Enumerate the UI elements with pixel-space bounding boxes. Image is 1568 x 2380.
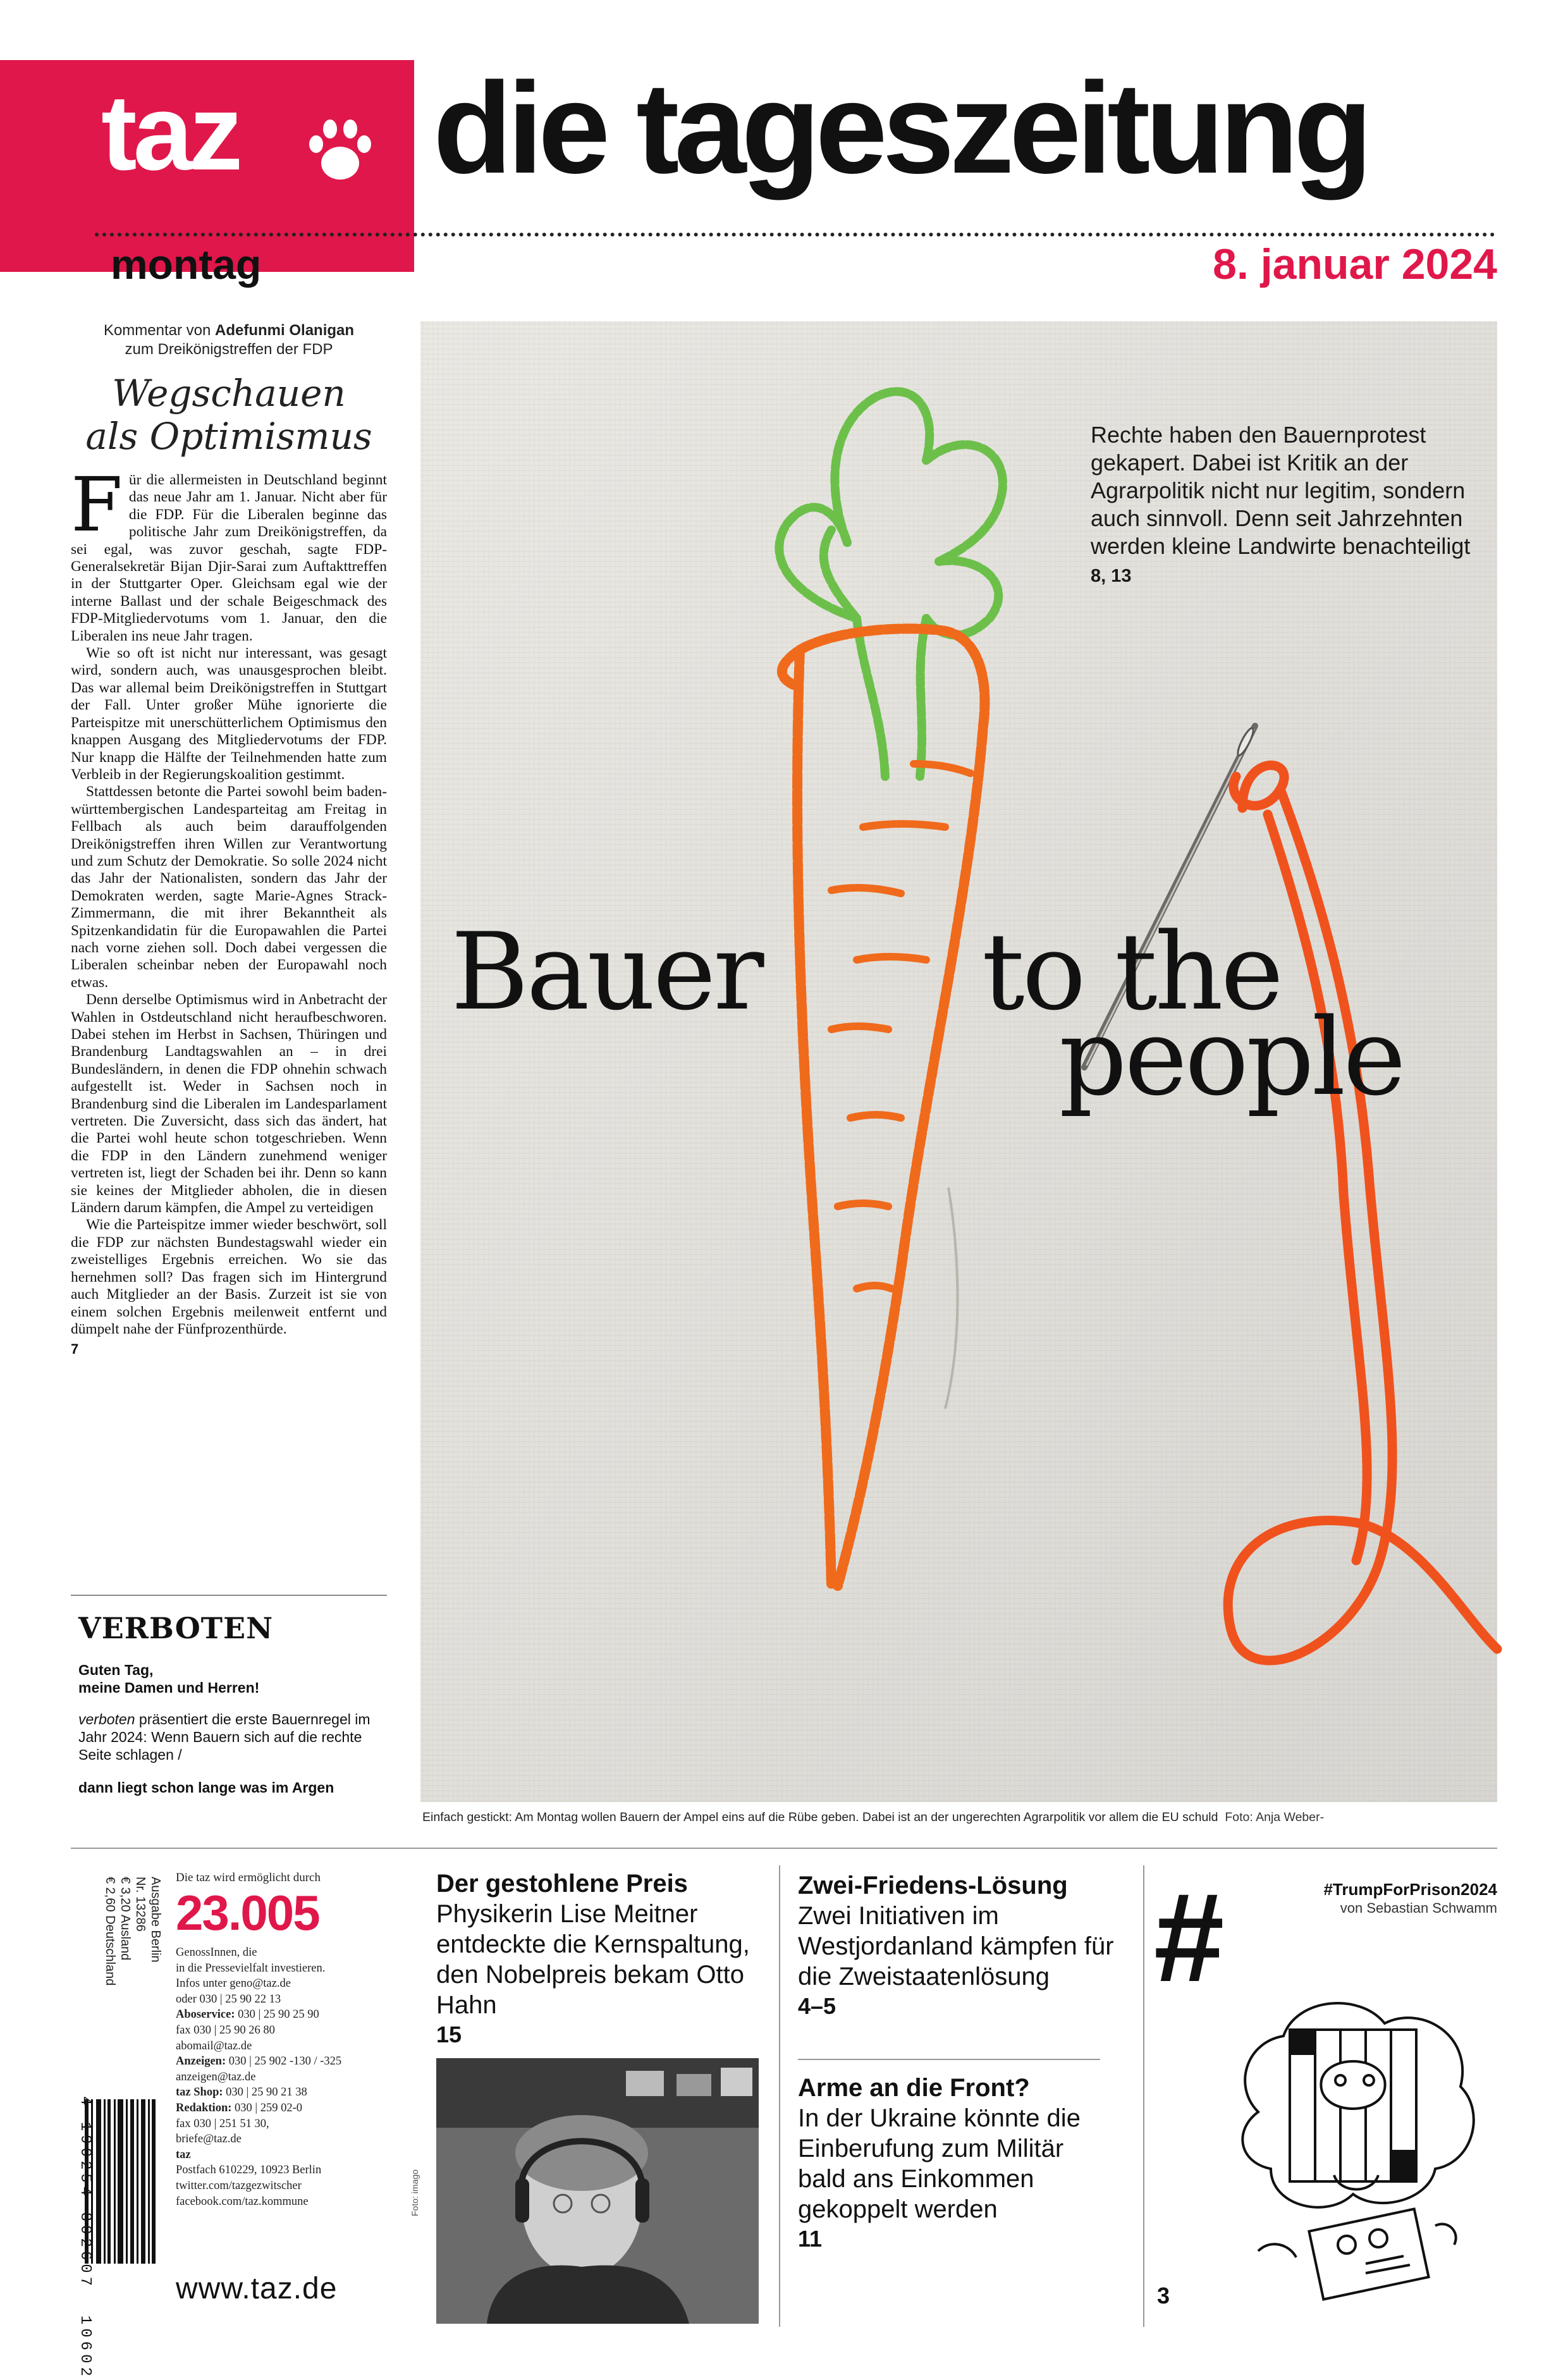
meitner-photo[interactable]	[436, 2058, 759, 2324]
issue-number: Nr. 13286	[133, 1877, 147, 1932]
support-intro: Die taz wird ermöglicht durch	[176, 1871, 321, 1884]
contact-label: Redaktion:	[176, 2101, 232, 2114]
price-abroad: € 3,20 Ausland	[118, 1877, 132, 1961]
contact-email[interactable]: abomail@taz.de	[176, 2039, 252, 2052]
masthead-divider	[95, 233, 1495, 236]
issue-date: 8. januar 2024	[1213, 240, 1497, 288]
paragraph	[71, 461, 387, 645]
paragraph: Wie die Parteispitze immer wieder beschwört, soll die FDP zur nächsten Bundestagswahl wieder ein zweistelliges Ergebnis erreichen. Wo sie das hernehmen soll? Das fragen sich im Hintergrund auch Mitglieder an der Basis. Zurzeit ist sie von einem solchen Ergebnis meilenweit entfernt und dümpelt nahe der Fünfprozenthürde.	[71, 1217, 387, 1337]
footer-column-divider	[1143, 1865, 1144, 2327]
commentary-column	[71, 321, 387, 1358]
cover-teaser-ref: 8, 13	[1091, 566, 1132, 586]
contact-label: Anzeigen:	[176, 2055, 226, 2068]
meitner-portrait	[436, 2058, 759, 2324]
verboten-greeting	[78, 1661, 388, 1696]
contact-line	[176, 2054, 378, 2070]
teaser-page-ref: 15	[436, 2021, 462, 2047]
edition: Ausgabe Berlin	[149, 1877, 162, 1963]
trump-page-ref[interactable]: 3	[1157, 2283, 1170, 2309]
paragraph: Stattdessen betonte die Partei sowohl beim baden-württembergischen Landesparteitag am Freitag in Fellbach als auch beim darauffolgenden Dreikönigstreffen ihren Willen zur Verantwortung und zum Schutz der Demokratie. So solle 2024 nicht das Jahr der Nationalisten, sondern das Jahr der Demokraten werden, sagte Marie-Agnes Strack-Zimmermann, die mit ihrer Bekanntheit als Spitzenkandidatin für die Europawahlen die Partei nach vorne ziehen soll. Doch dabei vergessen die Liberalen scheinbar neben der Europawahl noch etwas.	[71, 783, 387, 991]
teaser-body: Zwei Initiativen im Westjordanland kämpfen für die Zweistaatenlösung	[798, 1902, 1114, 1990]
cover-title-right-1: to the	[982, 910, 1282, 1034]
verboten-box	[78, 1609, 388, 1796]
newspaper-title: die tageszeitung	[433, 56, 1368, 200]
cover-teaser[interactable]	[1091, 421, 1483, 588]
contact-line: oder 030 | 25 90 22 13	[176, 1992, 281, 2006]
contact-label: taz	[176, 2148, 191, 2161]
teaser-headline: Der gestohlene Preis	[436, 1870, 688, 1898]
trump-hashtag[interactable]: #TrumpForPrison2024	[1323, 1880, 1497, 1899]
paragraph-text: ür die allermeisten in Deutschland beginnt das neue Jahr am 1. Januar. Nicht aber für die FDP. Für die Liberalen beginne das politische Jahr zum Dreikönigstreffen, da sei egal, was zuvor geschah, sagte FDP-Generalsekretär Bijan Djir-Sarai zum Auftakttreffen in der Stuttgarter Oper. Gleichsam egal wie der interne Ballast und der schale Beigeschmack des FDP-Mitgliedervotums vom 1. Januar, den die Liberalen ins neue Jahr tragen.	[71, 472, 387, 644]
meitner-photo-credit: Foto: imago	[410, 2169, 420, 2216]
cover-teaser-text: Rechte haben den Bauernprotest gekapert. Dabei ist Kritik an der Agrarpolitik nicht nur legitim, sondern auch sinnvoll. Denn seit Jahrzehnten werden kleine Landwirte benachteiligt	[1091, 422, 1471, 559]
trump-byline: von Sebastian Schwamm	[1340, 1900, 1497, 1916]
contact-value: 030 | 25 90 21 38	[223, 2086, 307, 2099]
commentary-topic: zum Dreikönigstreffen der FDP	[125, 341, 333, 358]
website-link[interactable]: www.taz.de	[176, 2272, 338, 2305]
paw-icon	[302, 114, 378, 190]
verboten-heading: VERBOTEN	[78, 1611, 274, 1645]
commentary-headline[interactable]	[71, 372, 387, 458]
contact-line	[176, 2085, 378, 2101]
greeting-line-2: meine Damen und Herren!	[78, 1679, 260, 1696]
paragraph: Wie so oft ist nicht nur interessant, was gesagt wird, sondern auch, was unausgesprochen bleibt. Das war allemal beim Dreikönigstreffen in Stuttgart der Fall. Unter großer Mühe ignorierte die Parteispitze mit unerschütterlichem Optimismus den knappen Ausgang des Mitgliedervotums der FDP. Nur knapp die Hälfte der Teilnehmenden hatte zum Verbleib in der Regierungskoalition gestimmt.	[71, 645, 387, 783]
hash-icon: #	[1154, 1867, 1225, 2008]
member-count: 23.005	[176, 1885, 319, 1941]
teaser-headline: Zwei-Friedens-Lösung	[798, 1872, 1068, 1899]
paragraph: Denn derselbe Optimismus wird in Anbetracht der Wahlen in Ostdeutschland nicht heraufbeschworen. Dabei stehen im Herbst in Sachsen, Thüringen und Brandenburg Landtagswahlen an – in drei Bundesländern, in denen die FDP ohnehin schwach aufgestellt ist. Weder in Sachsen noch in Brandenburg sind die Liberalen im Landesparlament vertreten. Die Zuversicht, dass sich das ändert, hat die Partei wohl heute schon totgeschrieben. Wenn die FDP in den Ländern zunehmend weniger vertreten ist, liegt der Schaden bei ihr. Denn so kann sie keines der Mitglieder abholen, die in diesen Ländern darum kämpfen, die Ampel zu verteidigen	[71, 991, 387, 1217]
author-name: Adefunmi Olanigan	[215, 322, 355, 339]
taz-logo[interactable]: taz	[101, 73, 240, 193]
postal-address: Postfach 610229, 10923 Berlin	[176, 2164, 322, 2177]
barcode	[82, 2099, 158, 2264]
contact-value: 030 | 259 02-0	[231, 2101, 303, 2114]
contact-email[interactable]: anzeigen@taz.de	[176, 2070, 256, 2083]
headline-line-2: als Optimismus	[85, 415, 372, 458]
cartoon-illustration	[1220, 1985, 1486, 2302]
contact-line	[176, 2147, 378, 2163]
verboten-intro	[78, 1710, 388, 1764]
cover-title-right-2: people	[1059, 995, 1404, 1119]
teaser-meitner[interactable]	[436, 1868, 759, 2049]
contact-line[interactable]: Infos unter geno@taz.de	[176, 1977, 291, 1990]
contact-line: fax 030 | 251 51 30,	[176, 2117, 269, 2130]
contact-value: 030 | 25 902 -130 / -325	[226, 2055, 342, 2068]
contact-label: Aboservice:	[176, 2008, 235, 2021]
teaser-page-ref: 11	[798, 2226, 823, 2252]
weekday-label: montag	[111, 241, 262, 288]
contact-label: taz Shop:	[176, 2086, 223, 2099]
contact-line: in die Pressevielfalt investieren.	[176, 1961, 326, 1975]
contact-line	[176, 2101, 378, 2116]
headline-line-1: Wegschauen	[112, 372, 346, 415]
footer-column-divider	[779, 1865, 780, 2327]
contact-line: GenossInnen, die	[176, 1946, 257, 1959]
greeting-line-1: Guten Tag,	[78, 1662, 154, 1678]
footer-divider	[71, 1848, 1497, 1849]
teaser-headline: Arme an die Front?	[798, 2074, 1030, 2102]
imprint-text	[102, 1877, 163, 2130]
issue-code: 10602	[77, 2315, 94, 2380]
verboten-punchline: dann liegt schon lange was im Argen	[78, 1779, 334, 1796]
facebook-link[interactable]: facebook.com/taz.kommune	[176, 2195, 309, 2208]
teaser-body: Physikerin Lise Meitner entdeckte die Kernspaltung, den Nobelpreis bekam Otto Hahn	[436, 1900, 750, 2019]
cover-title-left: Bauer	[451, 910, 762, 1034]
contact-list	[176, 1945, 378, 2209]
photo-caption	[422, 1810, 1497, 1825]
teaser-divider	[798, 2059, 1100, 2060]
barcode-number	[77, 2096, 94, 2380]
commentary-page-ref[interactable]: 7	[71, 1341, 79, 1358]
commentary-body	[71, 461, 387, 1358]
price-germany: € 2,60 Deutschland	[103, 1877, 117, 1986]
contact-line: fax 030 | 25 90 26 80	[176, 2023, 275, 2037]
barcode-digits: 4 190254 802607	[77, 2096, 94, 2290]
byline-prefix: Kommentar von	[103, 322, 216, 339]
teaser-body: In der Ukraine könnte die Einberufung zum Militär bald ans Einkommen gekoppelt werden	[798, 2104, 1081, 2223]
verboten-italic: verboten	[78, 1711, 135, 1727]
contact-email[interactable]: briefe@taz.de	[176, 2133, 242, 2146]
verboten-intro-text: präsentiert die erste Bauernregel im Jahr 2024: Wenn Bauern sich auf die rechte Seite schlagen /	[78, 1711, 371, 1763]
caption-credit: Foto: Anja Weber-	[1225, 1810, 1325, 1824]
caption-text: Einfach gestickt: Am Montag wollen Bauern der Ampel eins auf die Rübe geben. Dabei ist an der ungerechten Agrarpolitik vor allem die EU schuld	[422, 1810, 1218, 1824]
teaser-ukraine[interactable]	[798, 2073, 1114, 2254]
dropcap: F	[71, 461, 123, 548]
support-box	[176, 1870, 378, 2209]
cover-photo[interactable]	[420, 321, 1497, 1802]
column-divider	[71, 1595, 387, 1596]
teaser-page-ref: 4–5	[798, 1993, 836, 2019]
contact-line	[176, 2007, 378, 2023]
twitter-link[interactable]: twitter.com/tazgezwitscher	[176, 2179, 302, 2192]
commentary-byline	[71, 321, 387, 359]
contact-value: 030 | 25 90 25 90	[235, 2008, 319, 2021]
teaser-peace[interactable]	[798, 1870, 1114, 2021]
